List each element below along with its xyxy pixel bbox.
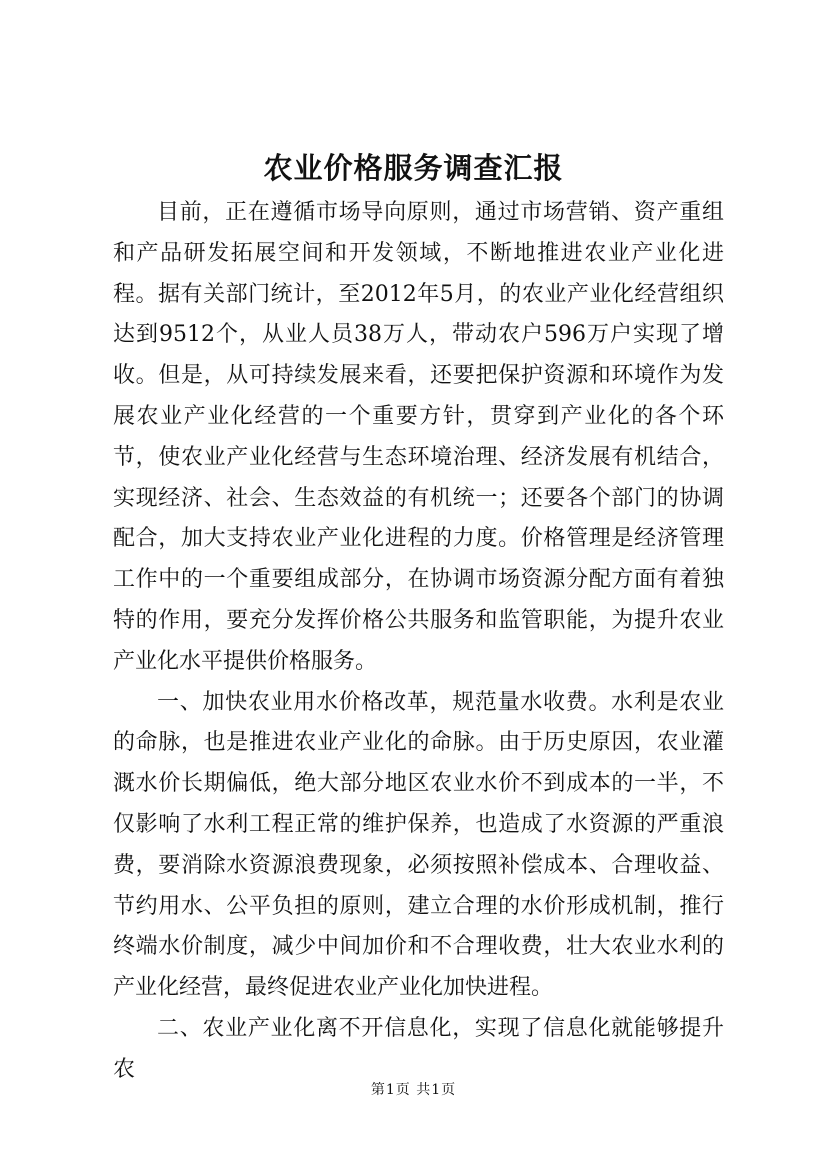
document-body [113, 193, 724, 1091]
paragraph-water-price: 一、加快农业用水价格改革，规范量水收费。水利是农业的命脉，也是推进农业产业化的命脉。由于历史原因，农业灌溉水价长期偏低，绝大部分地区农业水价不到成本的一半，不仅影响了水利工程正常的维护保养，也造成了水资源的严重浪费，要消除水资源浪费现象，必须按照补偿成本、合理收益、节约用水、公平负担的原则，建立合理的水价形成机制，推行终端水价制度，减少中间加价和不合理收费，壮大农业水利的产业化经营，最终促进农业产业化加快进程。 [113, 689, 724, 1001]
page-title: 农业价格服务调查汇报 [263, 151, 564, 185]
page-footer: 第1页 共1页 [370, 1082, 457, 1098]
paragraph-informatization: 二、农业产业化离不开信息化，实现了信息化就能够提升农 [113, 1015, 724, 1082]
paragraph-intro: 目前，正在遵循市场导向原则，通过市场营销、资产重组和产品研发拓展空间和开发领域，不断地推进农业产业化进程。据有关部门统计，至2012年5月，的农业产业化经营组织达到9512个，从业人员38万人，带动农户596万户实现了增收。但是，从可持续发展来看，还要把保护资源和环境作为发展农业产业化经营的一个重要方针，贯穿到产业化的各个环节，使农业产业化经营与生态环境治理、经济发展有机结合，实现经济、社会、生态效益的有机统一；还要各个部门的协调配合，加大支持农业产业化进程的力度。价格管理是经济管理工作中的一个重要组成部分，在协调市场资源分配方面有着独特的作用，要充分发挥价格公共服务和监管职能，为提升农业产业化水平提供价格服务。 [113, 200, 724, 674]
